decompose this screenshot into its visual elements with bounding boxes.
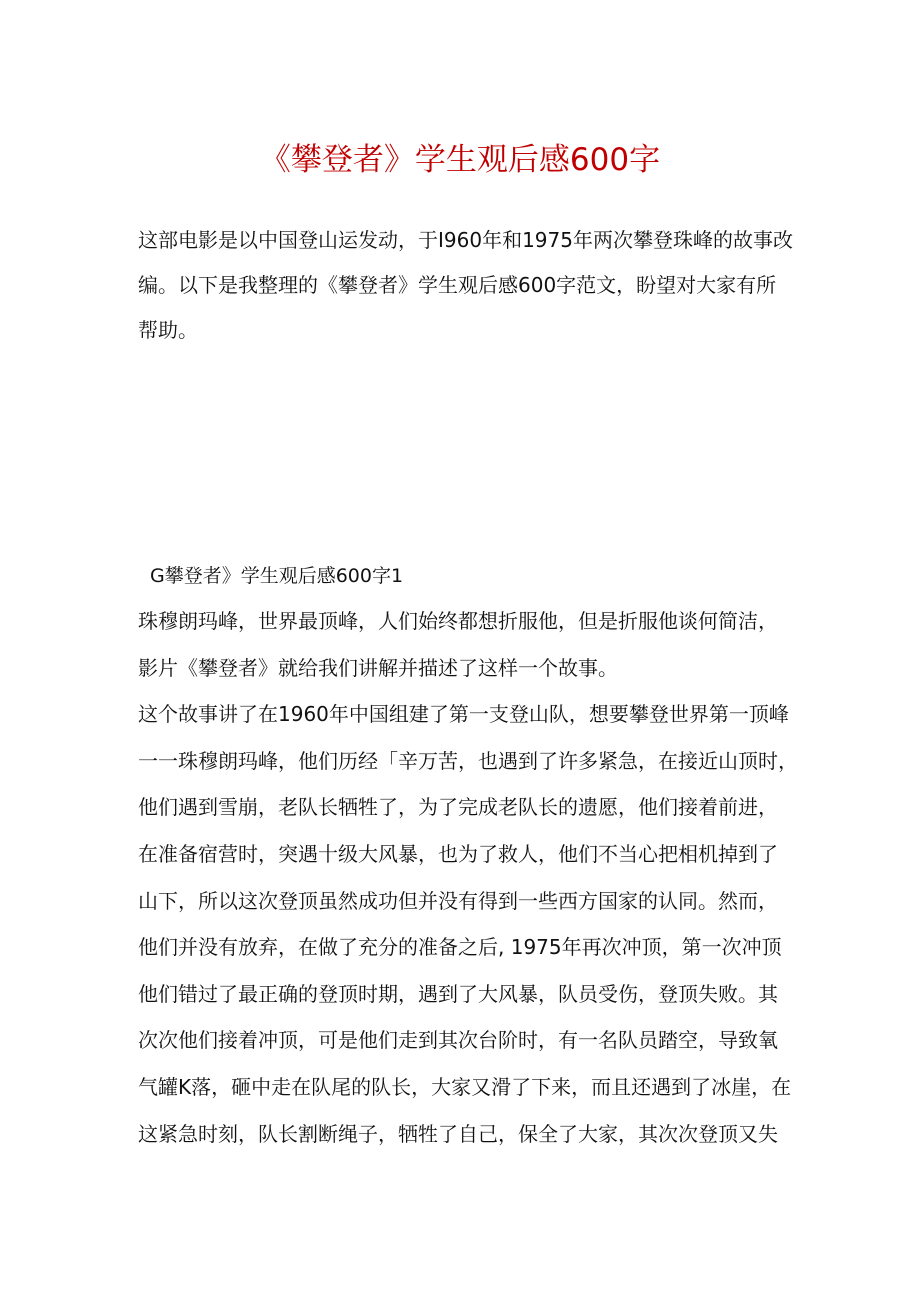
- section-heading: G攀登者》学生观后感600字1: [150, 565, 404, 587]
- body-line: 他们错过了最正确的登顶时期，遇到了大风暴，队员受伤，登顶失败。其: [138, 981, 778, 1006]
- intro-line: 编。以下是我整理的《攀登者》学生观后感600字范文，盼望对大家有所: [138, 273, 777, 297]
- body-line: 这个故事讲了在1960年中国组建了第一支登山队，想要攀登世界第一顶峰: [138, 702, 789, 727]
- body-line: 这紧急时刻，队长割断绳子，牺牲了自己，保全了大家，其次次登顶又失: [138, 1121, 778, 1146]
- body-line: 影片《攀登者》就给我们讲解并描述了这样一个故事。: [138, 655, 618, 680]
- intro-paragraph: [138, 218, 793, 353]
- body-line: 在准备宿营时，突遇十级大风暴，也为了救人，他们不当心把相机掉到了: [138, 841, 778, 866]
- intro-line: 这部电影是以中国登山运发动，于I960年和1975年两次攀登珠峰的故事改: [138, 228, 793, 252]
- intro-line: 帮助。: [138, 318, 198, 342]
- body-line: 一一珠穆朗玛峰，他们历经「辛万苦，也遇到了许多紧急，在接近山顶时，: [138, 748, 798, 773]
- body-line: 山下，所以这次登顶虽然成功但并没有得到一些西方国家的认同。然而，: [138, 888, 778, 913]
- body-line: 次次他们接着冲顶，可是他们走到其次台阶时，有一名队员踏空，导致氧: [138, 1028, 778, 1053]
- body-line: 气罐K落，砸中走在队尾的队长，大家又滑了下来，而且还遇到了冰崖，在: [138, 1074, 792, 1099]
- body-line: 他们并没有放弃，在做了充分的准备之后, 1975年再次冲顶，第一次冲顶: [138, 935, 782, 960]
- page-title: 《攀登者》学生观后感600字: [259, 142, 661, 178]
- body-line: 珠穆朗玛峰，世界最顶峰，人们始终都想折服他，但是折服他谈何简洁，: [138, 609, 778, 633]
- body-line: 他们遇到雪崩，老队长牺牲了，为了完成老队长的遗愿，他们接着前进，: [138, 795, 778, 820]
- body-text: [138, 598, 798, 1157]
